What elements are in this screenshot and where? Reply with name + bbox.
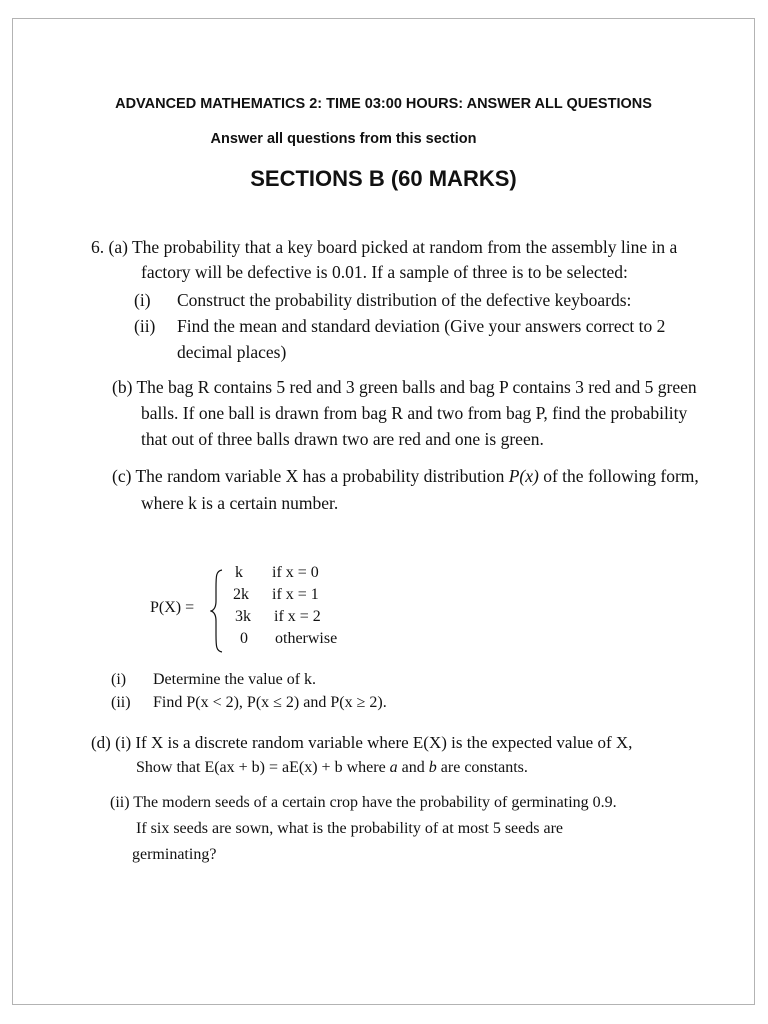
case-value: 2k [233, 586, 249, 603]
q6b-line3: that out of three balls drawn two are red and one is green. [141, 429, 544, 449]
q6d-i-line2-mid: and [397, 759, 429, 776]
q6d-i-line2-pre: Show that E(ax + b) = aE(x) + b where [136, 759, 390, 776]
q6a-ii-text: Find the mean and standard deviation (Give your answers correct to 2 [177, 316, 666, 336]
section-heading: SECTIONS B (60 MARKS) [250, 166, 517, 191]
q6a-line1: 6. (a) The probability that a key board picked at random from the assembly line in a [91, 237, 678, 257]
q6d-var-b: b [428, 759, 437, 776]
piecewise-function [147, 564, 387, 654]
q6c-i-number: (i) [111, 671, 127, 688]
q6b-line1: (b) The bag R contains 5 red and 3 green balls and bag P contains 3 red and 5 green [112, 377, 697, 397]
q6d-var-a: a [389, 759, 398, 776]
q6a-line2: factory will be defective is 0.01. If a sample of three is to be selected: [141, 262, 628, 282]
q6b-line2: balls. If one ball is drawn from bag R and two from bag P, find the probability [141, 403, 688, 423]
q6c-ii-text: Find P(x < 2), P(x ≤ 2) and P(x ≥ 2). [153, 694, 387, 711]
q6d-ii-line1: (ii) The modern seeds of a certain crop have the probability of germinating 0.9. [110, 794, 617, 811]
instruction-line: Answer all questions from this section [210, 131, 477, 147]
q6d-i-line2 [136, 760, 528, 776]
case-value: 0 [240, 630, 248, 647]
q6c-ii-number: (ii) [111, 694, 131, 711]
q6c-line1-math: P(x) [508, 466, 539, 486]
q6c-line2: where k is a certain number. [141, 493, 339, 513]
case-value: k [235, 564, 243, 581]
piecewise-lhs: P(X) = [150, 599, 195, 616]
exam-title: ADVANCED MATHEMATICS 2: TIME 03:00 HOURS: ANSWER ALL QUESTIONS [115, 96, 652, 112]
q6c-line1-post: of the following form, [538, 466, 699, 486]
case-condition: otherwise [275, 630, 338, 647]
curly-brace-icon [210, 568, 224, 654]
q6d-i-line1: (d) (i) If X is a discrete random variable where E(X) is the expected value of X, [91, 733, 633, 752]
q6a-ii-text-cont: decimal places) [177, 342, 287, 362]
case-value: 3k [235, 608, 251, 625]
document-page [12, 18, 755, 1005]
q6c-line1-pre: (c) The random variable X has a probability distribution [112, 466, 509, 486]
q6d-ii-line2: If six seeds are sown, what is the probability of at most 5 seeds are [136, 820, 564, 837]
q6c-i-text: Determine the value of k. [153, 671, 317, 688]
case-condition: if x = 1 [272, 586, 319, 603]
case-condition: if x = 0 [272, 564, 319, 581]
q6c-line1 [112, 468, 699, 486]
q6d-i-line2-post: are constants. [436, 759, 528, 776]
q6a-ii-number: (ii) [134, 316, 156, 336]
q6a-i-number: (i) [134, 290, 151, 310]
case-condition: if x = 2 [274, 608, 321, 625]
q6d-ii-line3: germinating? [132, 846, 217, 863]
q6a-i-text: Construct the probability distribution of the defective keyboards: [177, 290, 632, 310]
